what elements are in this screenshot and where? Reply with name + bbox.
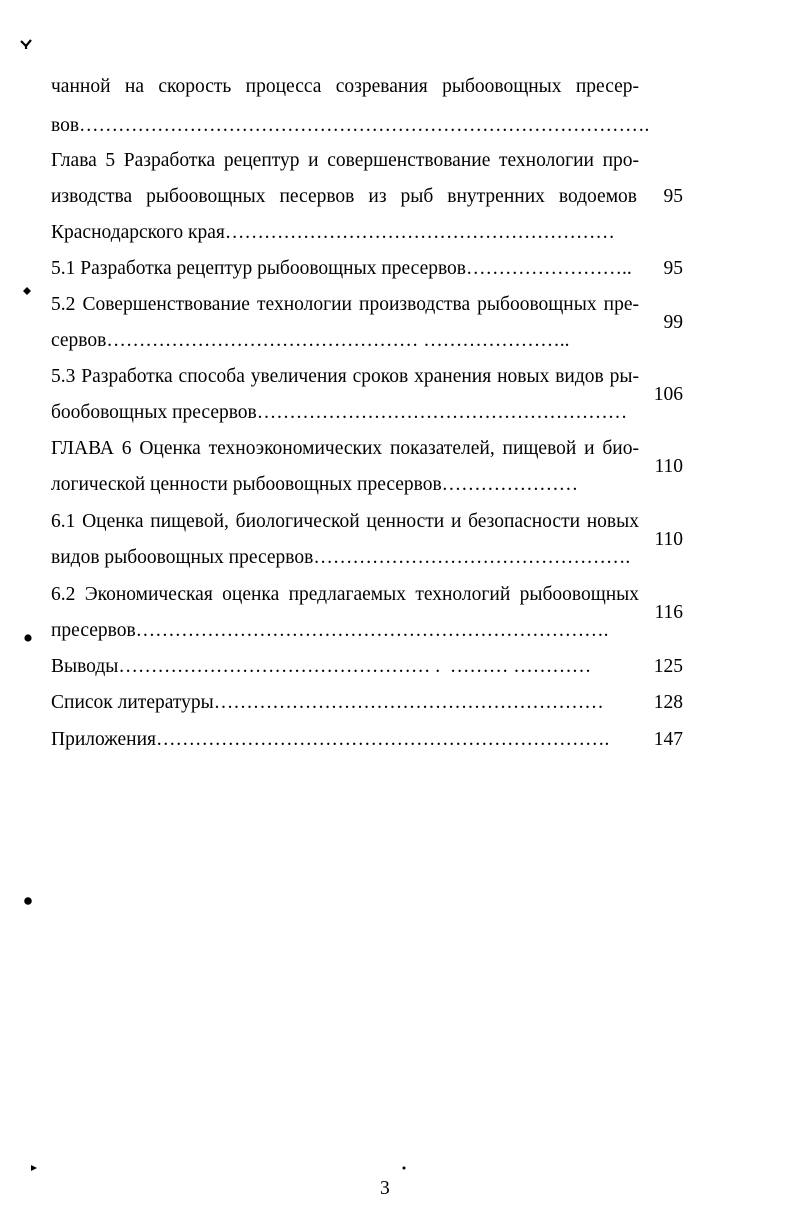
toc-line: 5.2 Совершенствование технологии производства рыбоовощных пре- — [51, 294, 639, 315]
toc-line: сервов………………………………………… ………………….. — [51, 330, 570, 351]
scan-mark-4 — [23, 896, 33, 906]
scan-mark-6 — [401, 1165, 407, 1171]
toc-line: ГЛАВА 6 Оценка техноэкономических показателей, пищевой и био- — [51, 438, 639, 459]
toc-line: чанной на скорость процесса созревания рыбоовощных пресер- — [51, 76, 639, 97]
toc-line: 5.3 Разработка способа увеличения сроков хранения новых видов ры- — [51, 366, 639, 387]
toc-line: 6.1 Оценка пищевой, биологической ценности и безопасности новых — [51, 511, 639, 532]
toc-page-number: 110 — [654, 456, 683, 477]
scan-mark-2 — [22, 286, 32, 296]
toc-page-number: 99 — [663, 312, 683, 333]
toc-line: Приложения……………………………………………………………. — [51, 729, 610, 750]
toc-line: пресервов………………………………………………………………. — [51, 620, 609, 641]
toc-line: 5.1 Разработка рецептур рыбоовощных пресервов…………………….. — [51, 258, 632, 279]
toc-line: 6.2 Экономическая оценка предлагаемых технологий рыбоовощных — [51, 584, 639, 605]
toc-page-number: 110 — [654, 529, 683, 550]
scan-mark-1 — [20, 38, 32, 50]
toc-line: логической ценности рыбоовощных пресервов………………… — [51, 474, 579, 495]
toc-line: Краснодарского края…………………………………………………… — [51, 222, 615, 243]
toc-line: видов рыбоовощных пресервов…………………………………………. — [51, 547, 631, 568]
toc-line: Список литературы…………………………………………………… — [51, 692, 604, 713]
toc-page-number: 95 — [663, 258, 683, 279]
toc-page-number: 116 — [654, 602, 683, 623]
toc-line: бообовощных пресервов………………………………………………… — [51, 402, 628, 423]
scan-mark-3 — [23, 633, 33, 643]
toc-line: Глава 5 Разработка рецептур и совершенствование технологии про- — [51, 150, 639, 171]
toc-page-number: 128 — [653, 692, 683, 713]
toc-page-number: 125 — [653, 656, 683, 677]
scan-mark-5 — [29, 1163, 39, 1173]
toc-line: Выводы………………………………………… . ……… ………… — [51, 656, 592, 677]
toc-page-number: 95 — [663, 186, 683, 207]
toc-line: вов……………………………………………………………………………. — [51, 115, 650, 136]
toc-page-number: 147 — [653, 729, 683, 750]
toc-line: изводства рыбоовощных песервов из рыб внутренних водоемов — [51, 186, 637, 207]
footer-page-number: 3 — [380, 1178, 390, 1199]
toc-page-number: 106 — [653, 384, 683, 405]
